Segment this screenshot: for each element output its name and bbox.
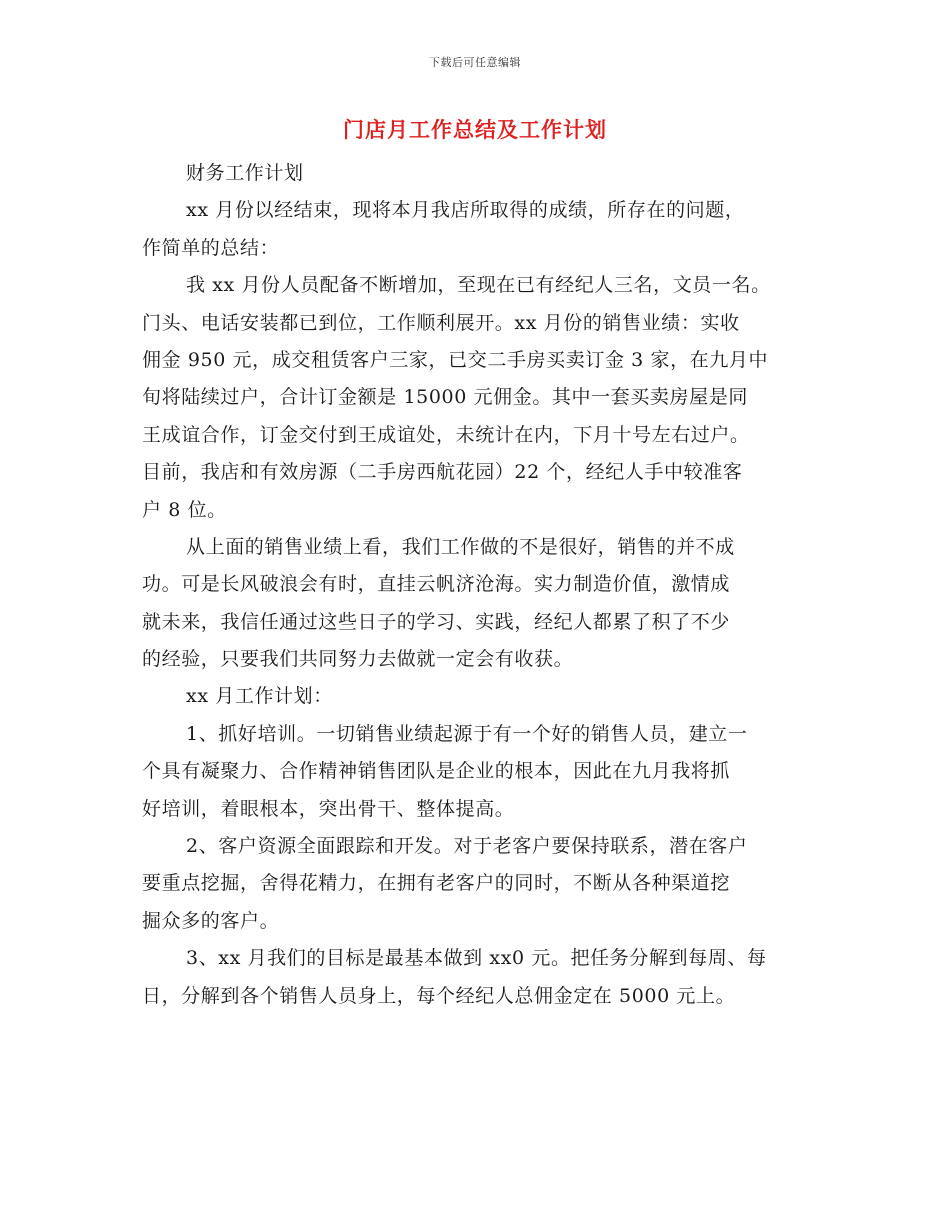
body-line: 财务工作计划 <box>186 162 304 184</box>
body-line: 作简单的总结： <box>142 236 280 259</box>
body-line: 1、抓好培训。一切销售业绩起源于有一个好的销售人员，建立一 <box>186 722 748 745</box>
body-line: 好培训，着眼根本，突出骨干、整体提高。 <box>142 797 515 820</box>
body-line: 3、xx 月我们的目标是最基本做到 xx0 元。把任务分解到每周、每 <box>186 947 767 970</box>
header-note: 下载后可任意编辑 <box>429 56 521 69</box>
body-line: 佣金 950 元，成交租赁客户三家，已交二手房买卖订金 3 家，在九月中 <box>142 348 769 371</box>
body-line: 日，分解到各个销售人员身上，每个经纪人总佣金定在 5000 元上。 <box>142 984 736 1007</box>
body-line: 王成谊合作，订金交付到王成谊处，未统计在内，下月十号左右过户。 <box>142 423 750 446</box>
body-line: 功。可是长风破浪会有时，直挂云帆济沧海。实力制造价值，激情成 <box>142 573 731 596</box>
body-line: xx 月工作计划： <box>186 685 333 708</box>
body-line: 从上面的销售业绩上看，我们工作做的不是很好，销售的并不成 <box>186 535 735 558</box>
body-line: 旬将陆续过户，合计订金额是 15000 元佣金。其中一套买卖房屋是同 <box>142 386 748 409</box>
body-line: 门头、电话安装都已到位，工作顺利展开。xx 月份的销售业绩：实收 <box>142 311 740 334</box>
body-line: xx 月份以经结束，现将本月我店所取得的成绩，所存在的问题， <box>186 199 745 222</box>
document-title: 门店月工作总结及工作计划 <box>343 118 607 142</box>
body-line: 我 xx 月份人员配备不断增加，至现在已有经纪人三名，文员一名。 <box>186 274 771 297</box>
document-body <box>142 158 822 1018</box>
body-line: 要重点挖掘，舍得花精力，在拥有老客户的同时，不断从各种渠道挖 <box>142 872 731 895</box>
body-line: 目前，我店和有效房源（二手房西航花园）22 个，经纪人手中较准客 <box>142 461 743 484</box>
body-line: 个具有凝聚力、合作精神销售团队是企业的根本，因此在九月我将抓 <box>142 760 731 783</box>
body-line: 户 8 位。 <box>142 498 227 521</box>
body-line: 就未来，我信任通过这些日子的学习、实践，经纪人都累了积了不少 <box>142 610 731 633</box>
body-line: 2、客户资源全面跟踪和开发。对于老客户要保持联系，潜在客户 <box>186 835 748 858</box>
body-line: 掘众多的客户。 <box>142 909 280 932</box>
body-line: 的经验，只要我们共同努力去做就一定会有收获。 <box>142 648 574 671</box>
